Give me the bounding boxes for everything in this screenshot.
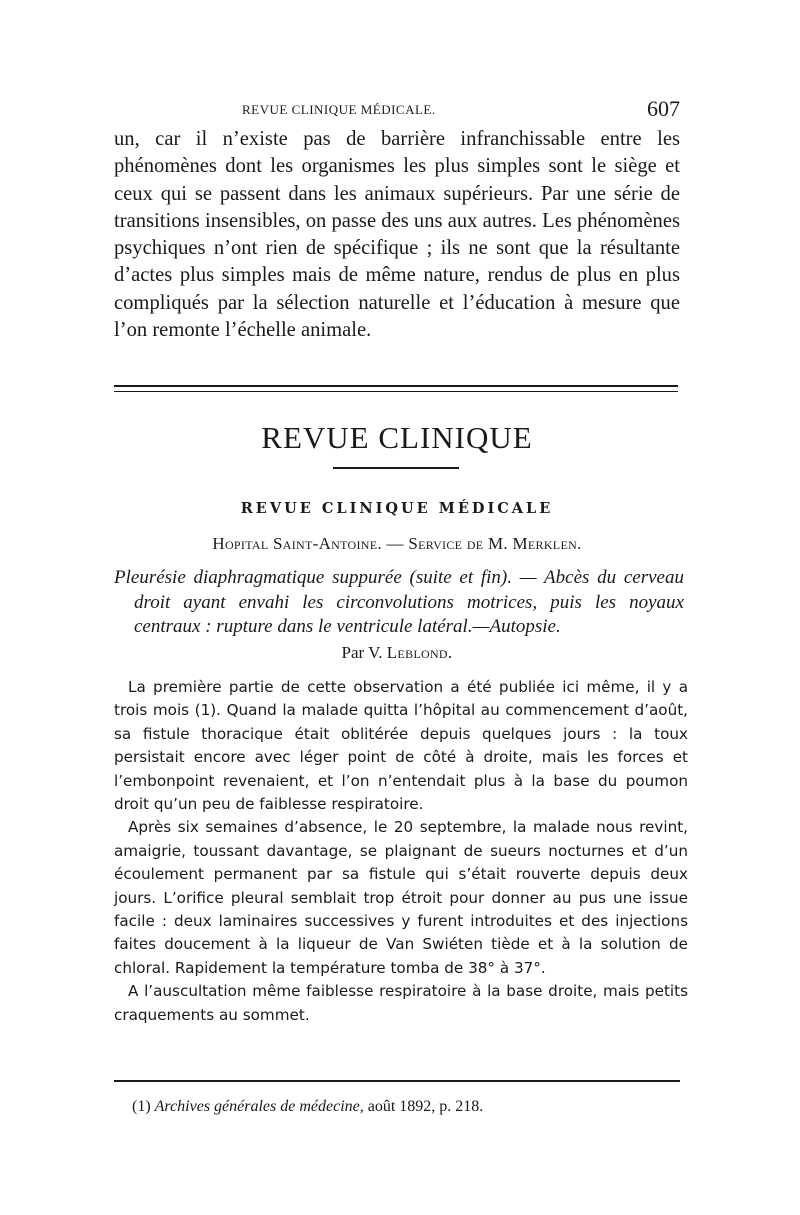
footnote-rule <box>114 1080 680 1082</box>
running-head <box>114 96 680 128</box>
subsection-title: REVUE CLINIQUE MÉDICALE <box>240 500 554 517</box>
footnote-journal: Archives générales de médecine, <box>154 1098 364 1115</box>
author-line <box>114 643 680 663</box>
footnote <box>132 1098 680 1116</box>
footnote-details: août 1892, p. 218. <box>367 1098 484 1115</box>
running-head-title: REVUE CLINIQUE MÉDICALE. <box>242 102 436 117</box>
opening-paragraph: un, car il n’existe pas de barrière infranchissable entre les phénomènes dont les organismes les plus simples sont le siège et ceux qui se passent dans les animaux supérieurs. Par une série de transitions insensibles, on passe des uns aux autres. Les phénomènes psychiques n’ont rien de spécifique ; ils ne sont que la résultante d’actes plus simples mais de même nature, rendus de plus en plus compliqués par la sélection naturelle et l’éducation à mesure que l’on remonte l’échelle animale. <box>114 128 680 342</box>
footnote-number: (1) <box>132 1098 151 1115</box>
section-title-underline <box>333 467 459 469</box>
section-rule-top <box>114 385 678 387</box>
author-name: Leblond. <box>386 643 453 662</box>
body-paragraph: La première partie de cette observation a été publiée ici même, il y a trois mois (1). Quand la malade quitta l’hôpital au commencement d’août, sa fistule thoracique était oblitérée depuis quelques jours : la toux persistait encore avec léger point de côté à droite, mais les forces et l’embonpoint revenaient, et l’on n’entendait plus à la base du poumon droit qu’un peu de faiblesse respiratoire. <box>114 678 688 814</box>
section-title: REVUE CLINIQUE <box>261 420 533 455</box>
page-number: 607 <box>647 96 680 121</box>
author-prefix: Par V. <box>341 643 383 662</box>
case-title: Pleurésie diaphragmatique suppurée (suite et fin). — Abcès du cerveau droit ayant envahi les circonvolutions motrices, puis les noyaux centraux : rupture dans le ventricule latéral.—Autopsie. <box>114 567 684 637</box>
hospital-service-line: Hopital Saint-Antoine. — Service de M. Merklen. <box>212 534 582 553</box>
section-rule-bottom <box>114 391 678 392</box>
case-body <box>114 676 688 1027</box>
body-paragraph: A l’auscultation même faiblesse respiratoire à la base droite, mais petits craquements au sommet. <box>114 982 688 1024</box>
body-paragraph: Après six semaines d’absence, le 20 septembre, la malade nous revint, amaigrie, toussant davantage, se plaignant de sueurs nocturnes et d’un écoulement permanent par sa fistule qui s’était rouverte depuis deux jours. L’orifice pleural semblait trop étroit pour donner au pus une issue facile : deux laminaires successives y furent introduites et des injections faites doucement à la liqueur de Van Swiéten tiède et à la solution de chloral. Rapidement la température tomba de 38° à 37°. <box>114 818 688 977</box>
